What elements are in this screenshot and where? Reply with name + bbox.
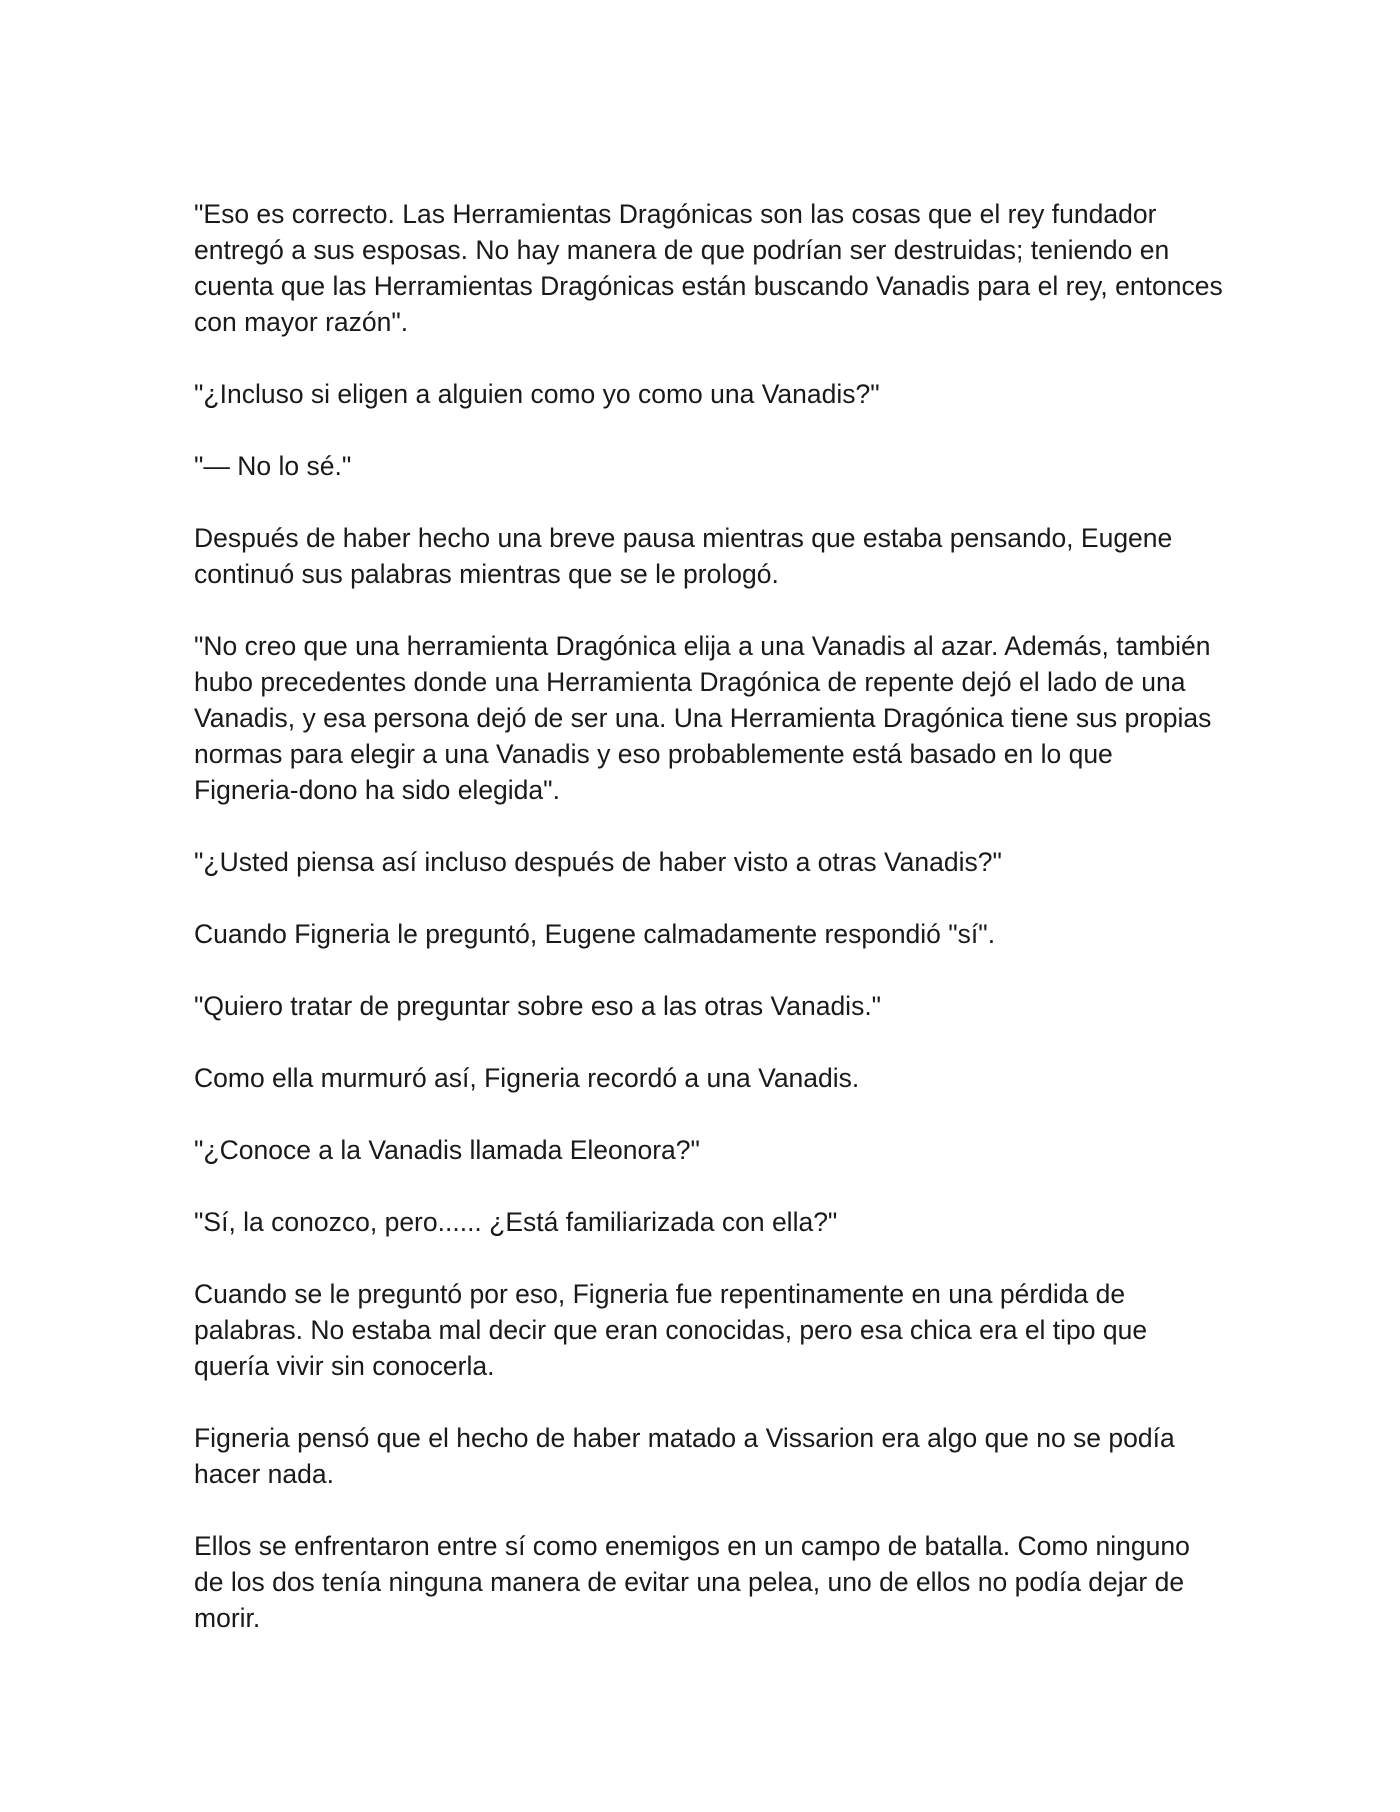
paragraph-6: "¿Usted piensa así incluso después de haber visto a otras Vanadis?" <box>194 847 1002 877</box>
paragraph-9: Como ella murmuró así, Figneria recordó a una Vanadis. <box>194 1063 860 1093</box>
paragraph-8: "Quiero tratar de preguntar sobre eso a las otras Vanadis." <box>194 991 882 1021</box>
paragraph-13: Figneria pensó que el hecho de haber matado a Vissarion era algo que no se podía hacer nada. <box>194 1423 1175 1489</box>
paragraph-14: Ellos se enfrentaron entre sí como enemigos en un campo de batalla. Como ninguno de los dos tenía ninguna manera de evitar una pelea, uno de ellos no podía dejar de morir. <box>194 1531 1190 1633</box>
paragraph-2: "¿Incluso si eligen a alguien como yo como una Vanadis?" <box>194 379 880 409</box>
paragraph-3: "— No lo sé." <box>194 451 352 481</box>
paragraph-7: Cuando Figneria le preguntó, Eugene calmadamente respondió "sí". <box>194 919 996 949</box>
paragraph-10: "¿Conoce a la Vanadis llamada Eleonora?" <box>194 1135 700 1165</box>
paragraph-5: "No creo que una herramienta Dragónica elija a una Vanadis al azar. Además, también hubo precedentes donde una Herramienta Dragónica de repente dejó el lado de una Vanadis, y esa persona dejó de ser una. Una Herramienta Dragónica tiene sus propias normas para elegir a una Vanadis y eso probablemente está basado en lo que Figneria-dono ha sido elegida". <box>194 631 1212 805</box>
paragraph-4: Después de haber hecho una breve pausa mientras que estaba pensando, Eugene continuó sus palabras mientras que se le prologó. <box>194 523 1173 589</box>
paragraph-1: "Eso es correcto. Las Herramientas Dragónicas son las cosas que el rey fundador entregó a sus esposas. No hay manera de que podrían ser destruidas; teniendo en cuenta que las Herramientas Dragónicas están buscando Vanadis para el rey, entonces con mayor razón". <box>194 199 1223 337</box>
document-body <box>194 196 1224 1636</box>
paragraph-11: "Sí, la conozco, pero...... ¿Está familiarizada con ella?" <box>194 1207 838 1237</box>
paragraph-12: Cuando se le preguntó por eso, Figneria fue repentinamente en una pérdida de palabras. No estaba mal decir que eran conocidas, pero esa chica era el tipo que quería vivir sin conocerla. <box>194 1279 1148 1381</box>
